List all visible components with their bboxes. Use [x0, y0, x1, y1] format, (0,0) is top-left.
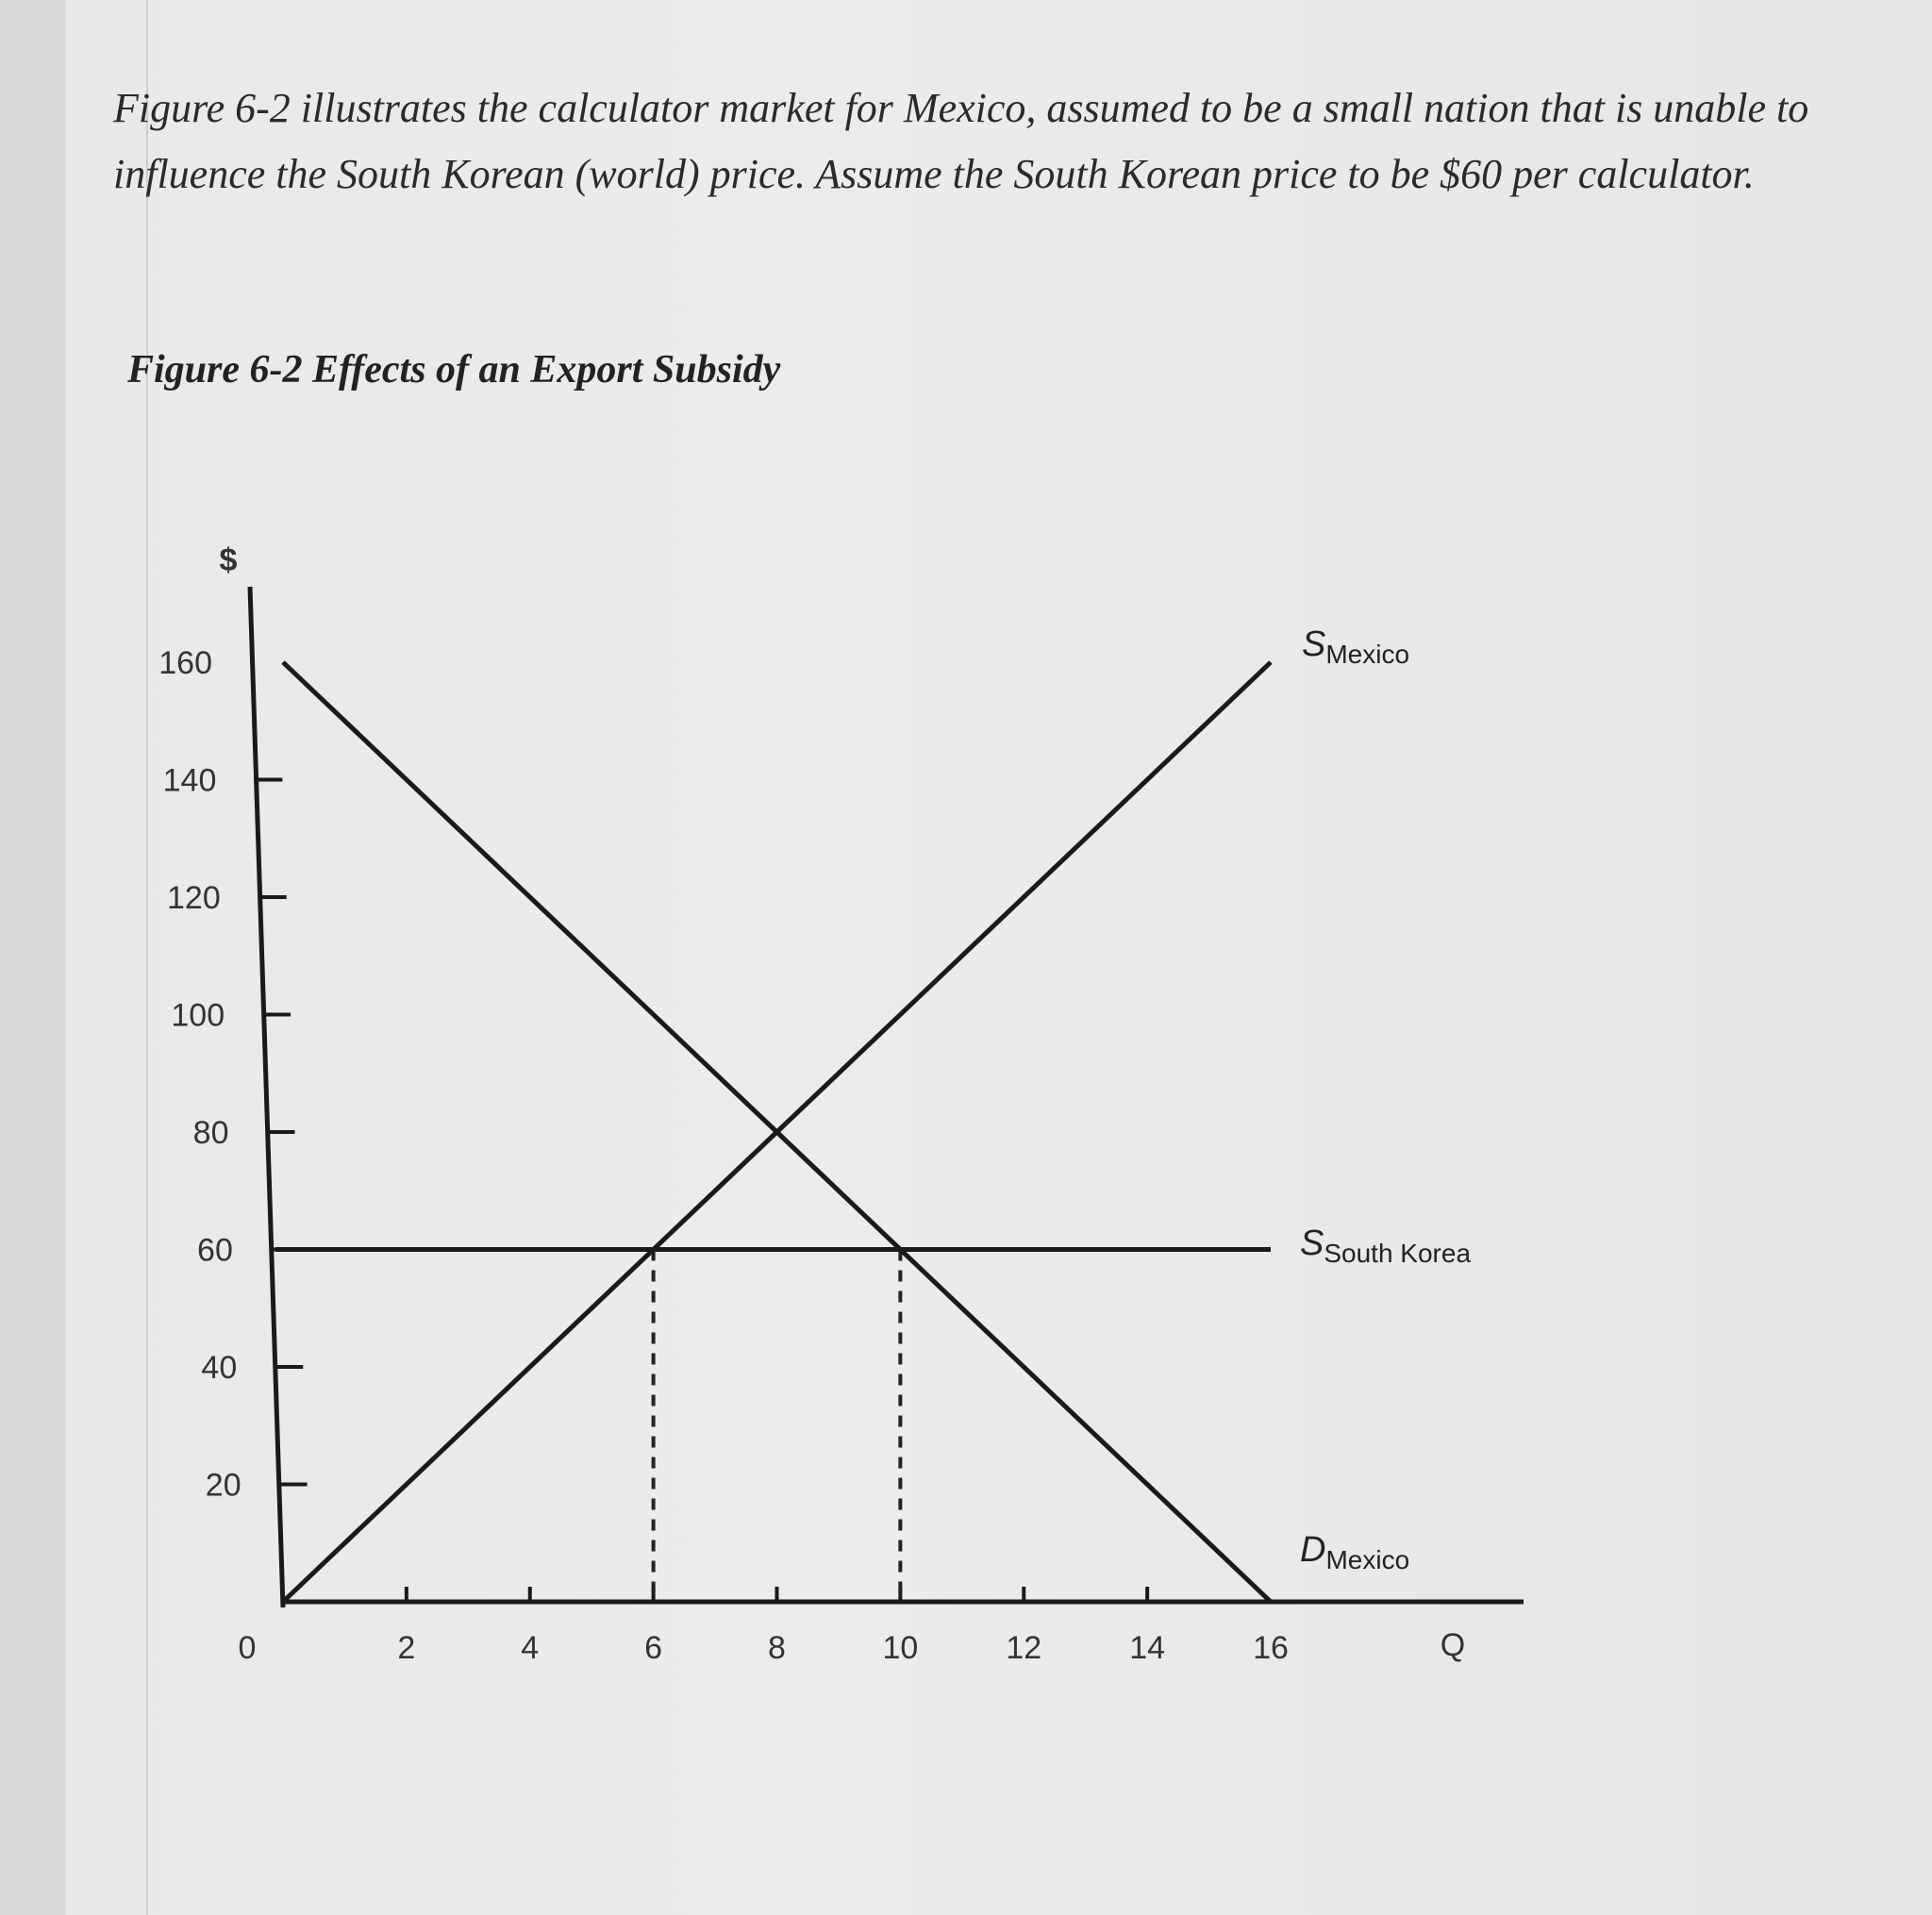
- x-tick-label: 2: [397, 1630, 416, 1666]
- y-tick-label: 160: [158, 645, 212, 681]
- x-axis-label: Q: [1440, 1627, 1466, 1663]
- d-mexico-label: DMexico: [1300, 1530, 1410, 1574]
- y-tick-label: 20: [205, 1467, 242, 1504]
- x-tick-label: 10: [882, 1630, 919, 1666]
- figure-title: Figure 6-2 Effects of an Export Subsidy: [127, 348, 781, 391]
- x-tick-label: 4: [521, 1630, 540, 1666]
- s-south-korea-label: SSouth Korea: [1300, 1224, 1472, 1268]
- y-tick-label: 60: [197, 1232, 233, 1269]
- y-axis: [250, 587, 283, 1607]
- x-tick-label: 0: [238, 1630, 257, 1666]
- x-tick-label: 14: [1129, 1630, 1166, 1666]
- y-tick-label: 140: [162, 762, 217, 799]
- intro-paragraph: Figure 6-2 illustrates the calculator market for Mexico, assumed to be a small nation that is unable to influence the South Korean (world) price. Assume the South Korean price to be $60 per calculator.: [113, 85, 1809, 197]
- y-axis-label: $: [219, 542, 238, 578]
- s-mexico-label: SMexico: [1302, 624, 1410, 669]
- y-tick-label: 40: [201, 1350, 238, 1386]
- y-tick-label: 80: [192, 1115, 229, 1151]
- y-tick-label: 100: [171, 997, 225, 1034]
- x-tick-label: 8: [768, 1630, 786, 1666]
- x-tick-label: 12: [1006, 1630, 1042, 1666]
- x-tick-label: 6: [644, 1630, 663, 1666]
- y-tick-label: 120: [167, 880, 221, 916]
- x-tick-label: 16: [1253, 1630, 1289, 1666]
